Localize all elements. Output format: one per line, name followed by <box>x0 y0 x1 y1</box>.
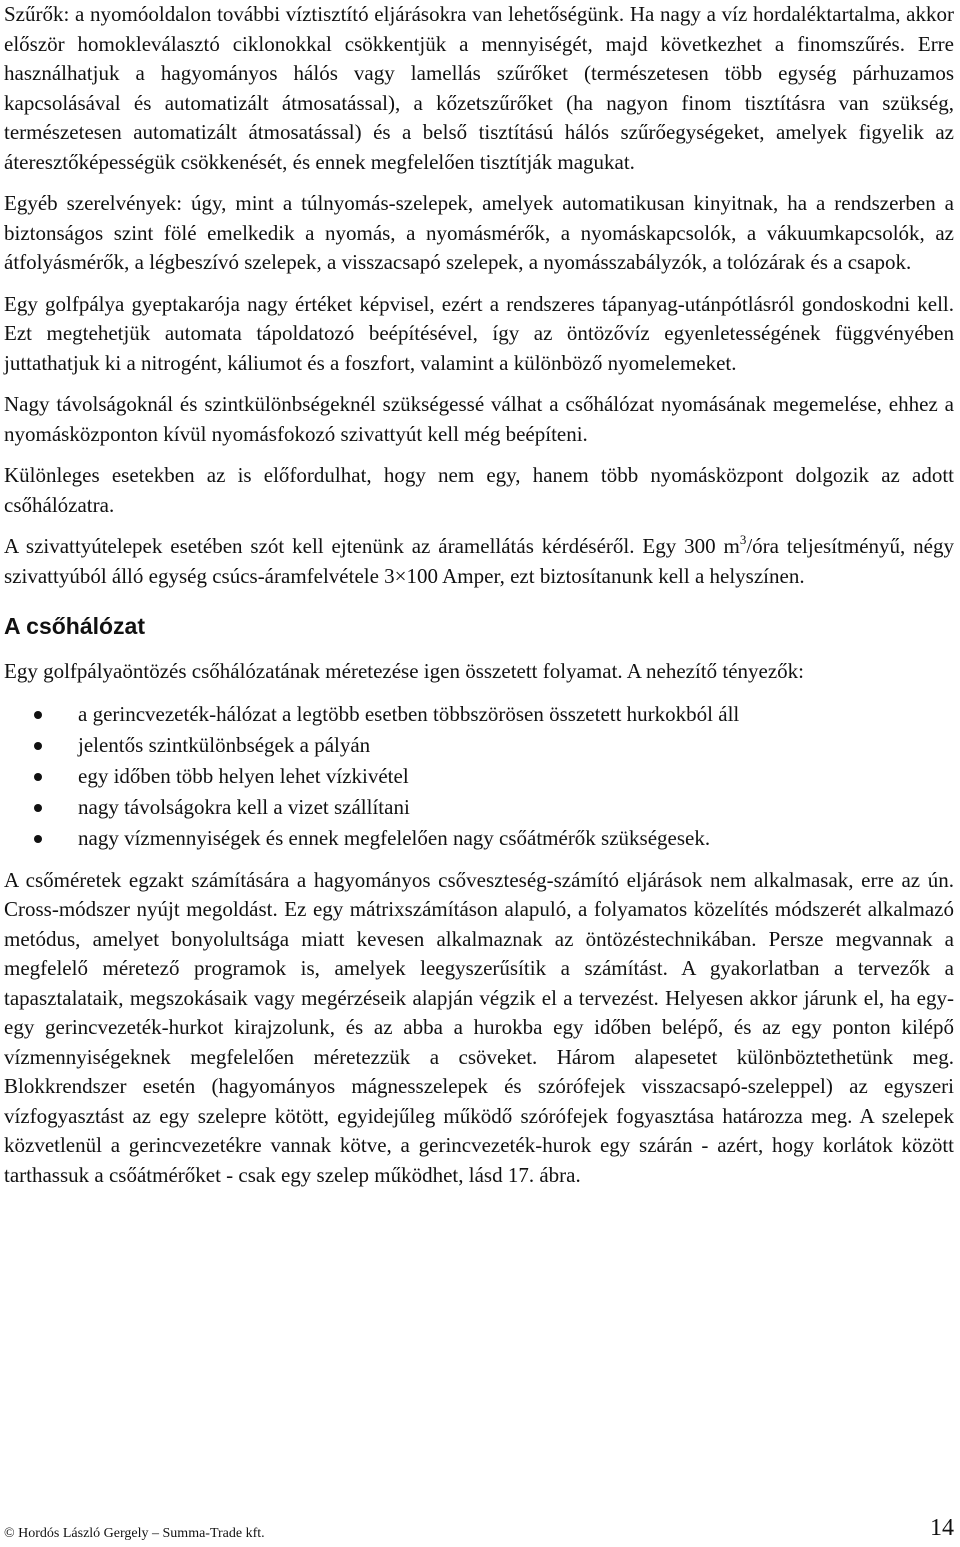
bullet-icon <box>34 835 42 843</box>
paragraph-filters: Szűrők: a nyomóoldalon további víztisztító eljárásokra van lehetőségünk. Ha nagy a víz hordaléktartalma, akkor először homokleválasztó ciklonokkal csökkentjük a mennyiségét, majd következhet a finomszűrés. Erre használhatjuk a hagyományos hálós vagy lamellás szűrőket (természetesen több egység párhuzamos kapcsolásával és automatizált átmosatással), a kőzetszűrőket (ha nagyon finom tisztításra van szükség, természetesen automatizált átmosatással) és a belső tisztítású hálós szűrőegységeket, amelyek figyelik az áteresztőképességük csökkenését, és ennek megfelelően tisztítják magukat. <box>4 2 954 174</box>
list-item <box>4 761 954 792</box>
page-number: 14 <box>930 1515 954 1541</box>
factor-list <box>4 699 954 854</box>
paragraph-cross-method: A csőméretek egzakt számítására a hagyományos csőveszteség-számító eljárások nem alkalmasak, erre az ún. Cross-módszer nyújt megoldást. Ez egy mátrixszámításon alapuló, a folyamatos közelítés módszerét alkalmazó metódus, amelyet bonyolultsága miatt kevesen alkalmaznak az öntözéstechnikában. Persze megvannak a megfelelő méretező programok is, amelyek leegyszerűsítik a számítást. A gyakorlatban a tervezők a tapasztalataik, megszokásaik vagy megérzéseik alapján végzik el a tervezést. Helyesen akkor járunk el, ha egy-egy gerincvezeték-hurkot kirajzolunk, és az abba a hurokba egy időben belépő, és az egy ponton kilépő vízmennyiségeknek megfelelően méretezzük a csöveket. Három alapesetet különböztethetünk meg. Blokkrendszer esetén (hagyományos mágnesszelepek és szórófejek visszacsapó-szeleppel) az egyszeri vízfogyasztást az egy szelepre kötött, egyidejűleg működő szórófejek fogyasztása határozza meg. A szelepek közvetlenül a gerincvezetékre vannak kötve, a gerincvezeték-hurok egy szárán - azért, hogy korlátok között tarthassuk a csőátmérőket - csak egy szelep működhet, lásd 17. ábra. <box>4 867 954 1187</box>
paragraph-power-supply <box>4 532 954 591</box>
footer-copyright: © Hordós László Gergely – Summa-Trade kft. <box>4 1526 265 1541</box>
document-page <box>4 0 954 1202</box>
paragraph-fittings: Egyéb szerelvények: úgy, mint a túlnyomás-szelepek, amelyek automatikusan kinyitnak, ha a rendszerben a biztonságos szint fölé emelkedik a nyomás, a nyomásmérők, a nyomáskapcsolók, a vákuumkapcsolók, az átfolyásmérők, a légbeszívó szelepek, a visszacsapó szelepek, a nyomásszabályzók, a tolózárak és a csapok. <box>4 191 954 274</box>
bullet-icon <box>34 773 42 781</box>
power-text-a: A szivattyútelepek esetében szót kell ejtenünk az áramellátás kérdéséről. Egy 300 m <box>4 534 740 558</box>
list-item <box>4 730 954 761</box>
bullet-icon <box>34 804 42 812</box>
list-item-text: jelentős szintkülönbségek a pályán <box>78 732 371 757</box>
bullet-icon <box>34 742 42 750</box>
paragraph-nutrients: Egy golfpálya gyeptakarója nagy értéket képvisel, ezért a rendszeres tápanyag-utánpótlásról gondoskodni kell. Ezt megtehetjük automata tápoldatozó beépítésével, így az öntözővíz egyenletességének függvényében juttathatjuk ki a nitrogént, káliumot és a foszfort, valamint a különböző nyomelemeket. <box>4 291 954 375</box>
list-item-text: a gerincvezeték-hálózat a legtöbb esetben többszörösen összetett hurkokból áll <box>78 701 740 726</box>
paragraph-multiple-centers: Különleges esetekben az is előfordulhat, hogy nem egy, hanem több nyomásközpont dolgozik az adott csőhálózatra. <box>4 463 954 517</box>
page-footer <box>4 1515 954 1542</box>
power-text-b: /óra teljesítményű, négy szivattyúból álló egység csúcs-áramfelvétele 3×100 Amper, ezt biztosítanunk kell a helyszínen. <box>4 534 954 588</box>
list-item <box>4 792 954 823</box>
superscript-3: 3 <box>739 532 747 547</box>
list-item-text: egy időben több helyen lehet vízkivétel <box>78 763 409 788</box>
list-item-text: nagy távolságokra kell a vizet szállítani <box>78 794 410 819</box>
list-item <box>4 823 954 854</box>
list-item-text: nagy vízmennyiségek és ennek megfelelően nagy csőátmérők szükségesek. <box>78 825 711 850</box>
list-item <box>4 699 954 730</box>
section-heading: A csőhálózat <box>4 613 146 639</box>
bullet-icon <box>34 711 42 719</box>
paragraph-pressure-boost: Nagy távolságoknál és szintkülönbségeknél szükségessé válhat a csőhálózat nyomásának megemelése, ehhez a nyomásközponton kívül nyomásfokozó szivattyút kell még beépíteni. <box>4 392 954 446</box>
section-intro: Egy golfpályaöntözés csőhálózatának méretezése igen összetett folyamat. A nehezítő tényezők: <box>4 659 805 683</box>
